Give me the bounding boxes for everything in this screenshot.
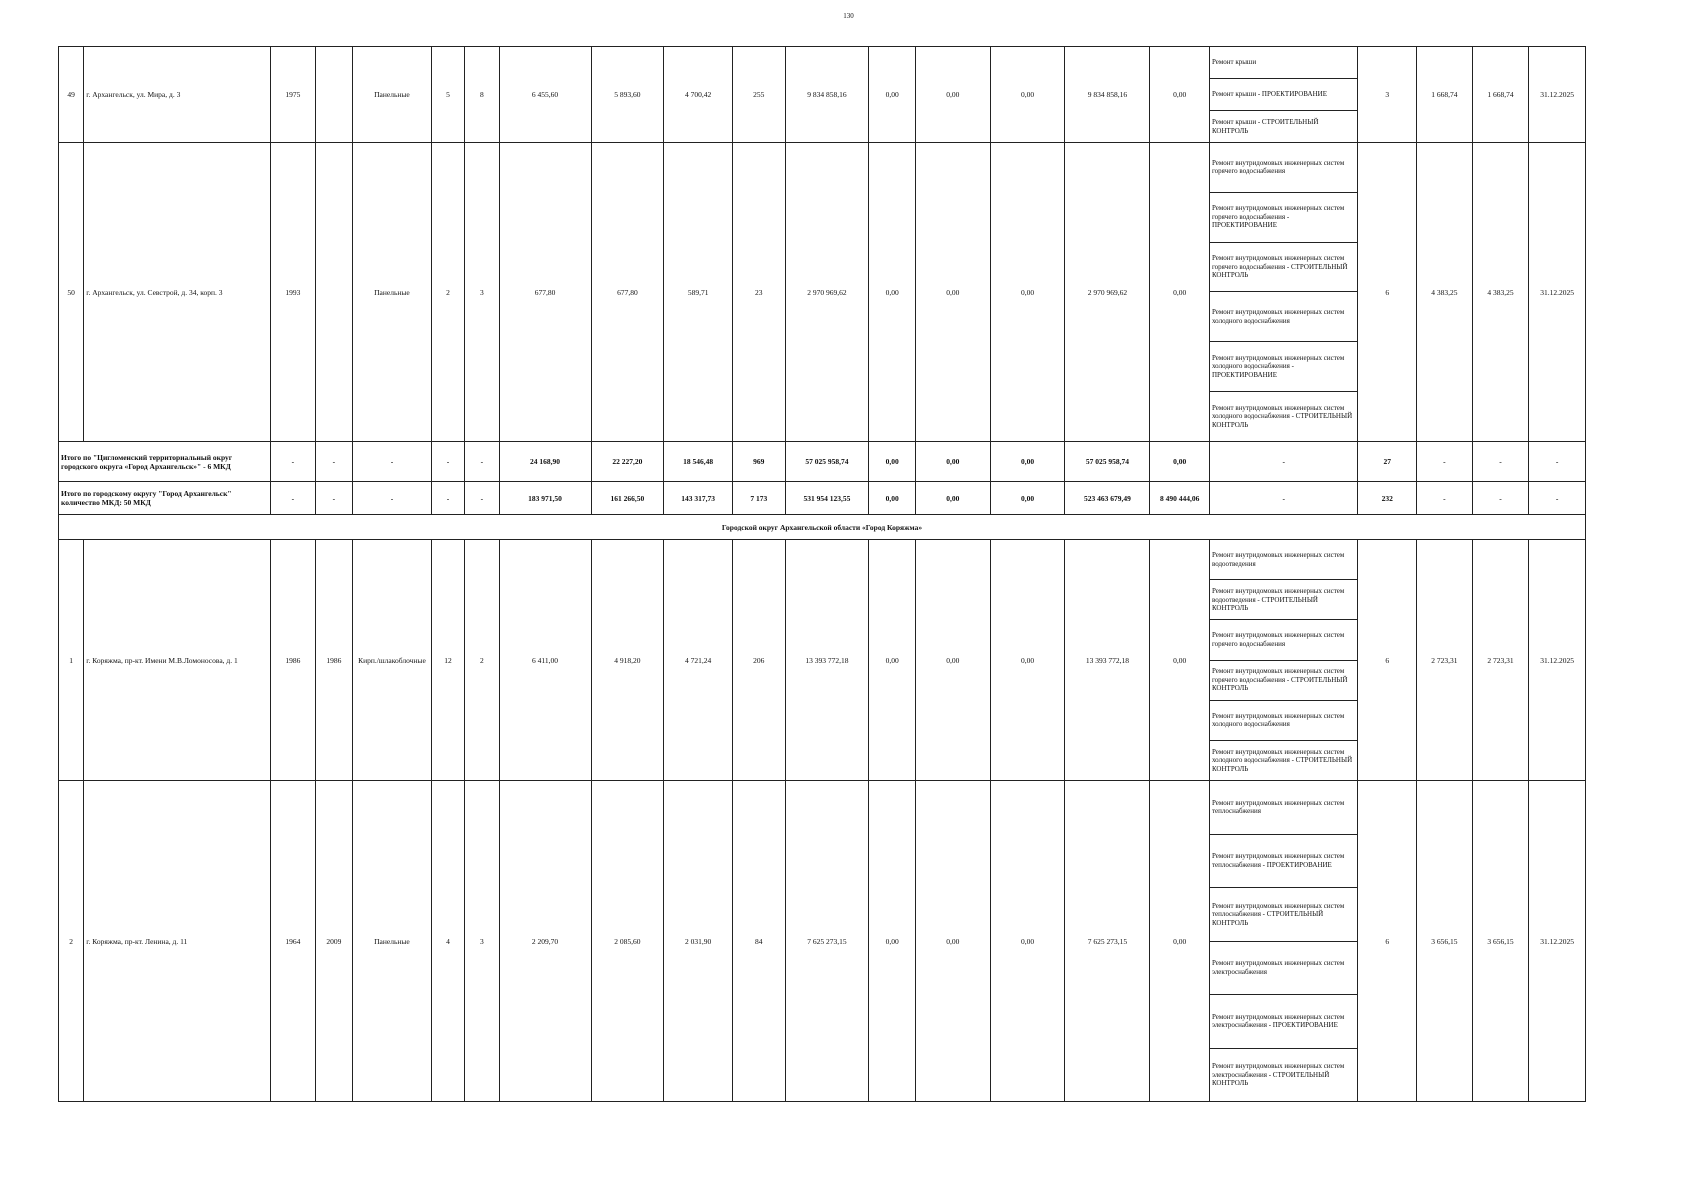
subtotal-row [59,442,1586,482]
work-item: Ремонт внутридомовых инженерных систем холодного водоснабжения - СТРОИТЕЛЬНЫЙ КОНТРОЛЬ [1211,403,1353,429]
fund-federal: 0,00 [869,482,915,515]
area-total: 677,80 [499,143,591,442]
row-number: 49 [59,47,84,143]
address: г. Коряжма, пр-кт. Ленина, д. 11 [84,781,271,1102]
completion-date: 31.12.2025 [1529,540,1586,781]
works-count: 6 [1358,540,1417,781]
work-item: Ремонт внутридомовых инженерных систем водоотведения [1210,540,1358,580]
year-reconstruction [315,143,352,442]
completion-date: 31.12.2025 [1529,143,1586,442]
completion-date: 31.12.2025 [1529,781,1586,1102]
fund-local: 0,00 [990,781,1065,1102]
fund-local: 0,00 [990,47,1065,143]
row-number: 50 [59,143,84,442]
area-total: 2 209,70 [499,781,591,1102]
area-total: 6 455,60 [499,47,591,143]
works-count: 27 [1358,442,1417,482]
fund-other: 8 490 444,06 [1150,482,1210,515]
total-row [59,482,1586,515]
floors: 12 [431,540,464,781]
fund-regional: 0,00 [915,540,990,781]
unit-cost: 1 668,74 [1417,47,1473,143]
fund-other: 0,00 [1150,540,1210,781]
fund-other: 0,00 [1150,47,1210,143]
floors: 4 [431,781,464,1102]
works-cell [1209,540,1358,781]
area-total: 183 971,50 [499,482,591,515]
work-item: Ремонт внутридомовых инженерных систем водоотведения - СТРОИТЕЛЬНЫЙ КОНТРОЛЬ [1210,580,1358,620]
residents: 969 [732,442,785,482]
address: г. Архангельск, ул. Севстрой, д. 34, корп. 3 [84,143,271,442]
dash: - [1209,482,1358,515]
year-reconstruction [315,47,352,143]
work-item: Ремонт внутридомовых инженерных систем холодного водоснабжения - ПРОЕКТИРОВАНИЕ [1210,342,1358,392]
dash: - [465,442,499,482]
area-premises: 2 085,60 [591,781,664,1102]
work-item: Ремонт внутридомовых инженерных систем холодного водоснабжения - СТРОИТЕЛЬНЫЙ КОНТРОЛЬ [1211,747,1353,773]
dash: - [465,482,499,515]
cost-total: 9 834 858,16 [785,47,869,143]
dash: - [431,482,464,515]
work-item: Ремонт внутридомовых инженерных систем холодного водоснабжения [1210,701,1358,741]
limit-cost: 3 656,15 [1472,781,1529,1102]
residents: 84 [732,781,785,1102]
fund-federal: 0,00 [869,47,915,143]
cost-total: 13 393 772,18 [785,540,869,781]
work-item: Ремонт внутридомовых инженерных систем теплоснабжения [1210,781,1358,835]
fund-regional: 0,00 [915,47,990,143]
work-item: Ремонт внутридомовых инженерных систем теплоснабжения - ПРОЕКТИРОВАНИЕ [1210,835,1358,889]
area-residential: 2 031,90 [664,781,733,1102]
year-built: 1975 [271,47,315,143]
dash: - [271,442,315,482]
work-item: Ремонт крыши [1210,47,1358,79]
dash: - [353,442,432,482]
total-label: Итого по городскому округу "Город Архангельск" количество МКД: 50 МКД [59,482,271,515]
residents: 7 173 [732,482,785,515]
unit-cost: 4 383,25 [1417,143,1473,442]
work-item: Ремонт внутридомовых инженерных систем горячего водоснабжения [1210,143,1358,193]
work-item: Ремонт внутридомовых инженерных систем электроснабжения [1210,942,1358,996]
wall-material: Кирп./шлакоблочные [353,540,432,781]
year-built: 1964 [271,781,315,1102]
dash: - [1472,442,1529,482]
address: г. Коряжма, пр-кт. Имени М.В.Ломоносова, д. 1 [84,540,271,781]
work-item: Ремонт крыши - ПРОЕКТИРОВАНИЕ [1210,79,1358,111]
fund-owners: 523 463 679,49 [1065,482,1150,515]
work-item: Ремонт внутридомовых инженерных систем электроснабжения - СТРОИТЕЛЬНЫЙ КОНТРОЛЬ [1211,1062,1345,1087]
cost-total: 7 625 273,15 [785,781,869,1102]
floors: 2 [431,143,464,442]
fund-owners: 9 834 858,16 [1065,47,1150,143]
fund-regional: 0,00 [915,143,990,442]
cost-total: 2 970 969,62 [785,143,869,442]
fund-local: 0,00 [990,442,1065,482]
fund-federal: 0,00 [869,540,915,781]
limit-cost: 4 383,25 [1472,143,1529,442]
entrances: 3 [465,143,499,442]
entrances: 3 [465,781,499,1102]
limit-cost: 1 668,74 [1472,47,1529,143]
dash: - [431,442,464,482]
row-number: 2 [59,781,84,1102]
dash: - [1529,442,1586,482]
area-residential: 4 721,24 [664,540,733,781]
area-premises: 22 227,20 [591,442,664,482]
fund-regional: 0,00 [915,781,990,1102]
table-row [59,47,1586,143]
area-premises: 5 893,60 [591,47,664,143]
table-row [59,540,1586,781]
section-title: Городской округ Архангельской области «Город Коряжма» [59,515,1586,540]
fund-regional: 0,00 [915,442,990,482]
work-item: Ремонт внутридомовых инженерных систем горячего водоснабжения - СТРОИТЕЛЬНЫЙ КОНТРОЛЬ [1210,661,1358,701]
dash: - [1209,442,1358,482]
works-count: 6 [1358,143,1417,442]
cost-total: 57 025 958,74 [785,442,869,482]
fund-local: 0,00 [990,482,1065,515]
works-cell [1209,143,1358,442]
area-total: 6 411,00 [499,540,591,781]
cost-total: 531 954 123,55 [785,482,869,515]
residents: 206 [732,540,785,781]
dash: - [1417,482,1473,515]
work-item: Ремонт внутридомовых инженерных систем теплоснабжения - СТРОИТЕЛЬНЫЙ КОНТРОЛЬ [1210,888,1358,942]
area-residential: 589,71 [664,143,733,442]
wall-material: Панельные [353,47,432,143]
dash: - [315,482,352,515]
fund-other: 0,00 [1150,781,1210,1102]
address: г. Архангельск, ул. Мира, д. 3 [84,47,271,143]
work-item: Ремонт крыши - СТРОИТЕЛЬНЫЙ КОНТРОЛЬ [1211,118,1319,135]
works-cell [1209,781,1358,1102]
wall-material: Панельные [353,781,432,1102]
entrances: 2 [465,540,499,781]
work-item: Ремонт внутридомовых инженерных систем горячего водоснабжения - СТРОИТЕЛЬНЫЙ КОНТРОЛЬ [1210,243,1358,293]
works-count: 232 [1358,482,1417,515]
area-residential: 143 317,73 [664,482,733,515]
residents: 255 [732,47,785,143]
row-number: 1 [59,540,84,781]
residents: 23 [732,143,785,442]
fund-local: 0,00 [990,143,1065,442]
work-item: Ремонт внутридомовых инженерных систем холодного водоснабжения [1210,292,1358,342]
fund-other: 0,00 [1150,143,1210,442]
area-premises: 4 918,20 [591,540,664,781]
fund-other: 0,00 [1150,442,1210,482]
fund-federal: 0,00 [869,781,915,1102]
limit-cost: 2 723,31 [1472,540,1529,781]
dash: - [271,482,315,515]
area-premises: 161 266,50 [591,482,664,515]
area-premises: 677,80 [591,143,664,442]
area-total: 24 168,90 [499,442,591,482]
unit-cost: 3 656,15 [1417,781,1473,1102]
work-item: Ремонт внутридомовых инженерных систем горячего водоснабжения [1210,620,1358,660]
capital-repair-table [58,46,1586,1102]
completion-date: 31.12.2025 [1529,47,1586,143]
wall-material: Панельные [353,143,432,442]
dash: - [1417,442,1473,482]
fund-owners: 13 393 772,18 [1065,540,1150,781]
fund-federal: 0,00 [869,442,915,482]
fund-owners: 7 625 273,15 [1065,781,1150,1102]
dash: - [315,442,352,482]
table-row [59,781,1586,1102]
subtotal-label: Итого по "Цигломенский территориальный округ городского округа «Город Архангельск»" - 6 МКД [59,442,271,482]
work-item: Ремонт внутридомовых инженерных систем электроснабжения - ПРОЕКТИРОВАНИЕ [1210,995,1358,1049]
entrances: 8 [465,47,499,143]
works-cell [1209,47,1358,143]
dash: - [1529,482,1586,515]
page-number: 130 [843,12,854,20]
year-built: 1986 [271,540,315,781]
fund-owners: 2 970 969,62 [1065,143,1150,442]
year-built: 1993 [271,143,315,442]
table-row [59,143,1586,442]
area-residential: 4 700,42 [664,47,733,143]
fund-regional: 0,00 [915,482,990,515]
dash: - [353,482,432,515]
fund-owners: 57 025 958,74 [1065,442,1150,482]
works-count: 6 [1358,781,1417,1102]
fund-local: 0,00 [990,540,1065,781]
section-header-row [59,515,1586,540]
year-reconstruction: 1986 [315,540,352,781]
year-reconstruction: 2009 [315,781,352,1102]
dash: - [1472,482,1529,515]
work-item: Ремонт внутридомовых инженерных систем горячего водоснабжения - ПРОЕКТИРОВАНИЕ [1210,193,1358,243]
area-residential: 18 546,48 [664,442,733,482]
works-count: 3 [1358,47,1417,143]
unit-cost: 2 723,31 [1417,540,1473,781]
floors: 5 [431,47,464,143]
fund-federal: 0,00 [869,143,915,442]
